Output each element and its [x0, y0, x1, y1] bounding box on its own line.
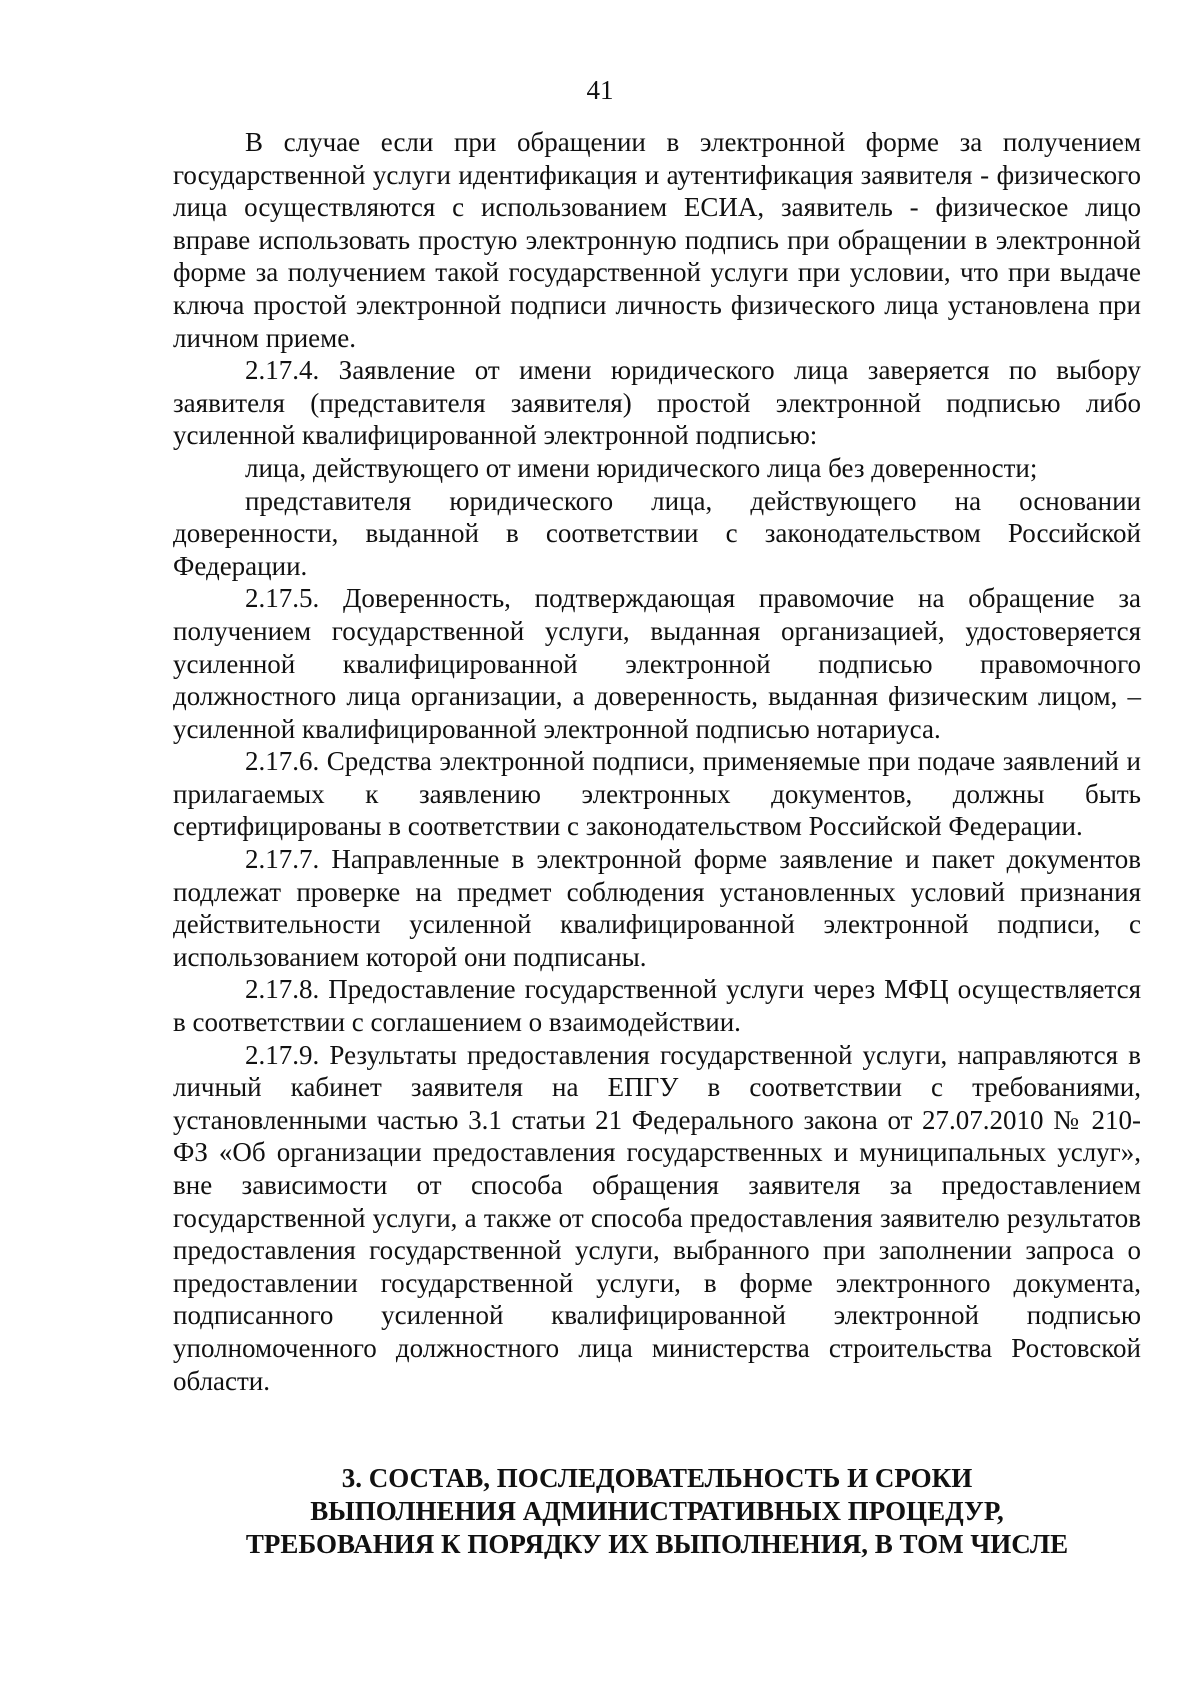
paragraph-person-without-power-of-attorney: лица, действующего от имени юридического лица без доверенности;	[245, 452, 1038, 483]
paragraph-2-17-7: 2.17.7. Направленные в электронной форме заявление и пакет документов подлежат проверке на предмет соблюдения установленных условий признания действительности усиленной квалифицированной электронной подписи, с использованием которой они подписаны.	[173, 844, 1141, 972]
section-heading	[173, 1462, 1141, 1561]
paragraph-2-17-8: 2.17.8. Предоставление государственной услуги через МФЦ осуществляется в соответствии с соглашением о взаимодействии.	[173, 974, 1141, 1038]
paragraph-2-17-5: 2.17.5. Доверенность, подтверждающая правомочие на обращение за получением государственной услуги, выданная организацией, удостоверяется усиленной квалифицированной электронной подписью правомочного должностного лица организации, а доверенность, выданная физическим лицом, – усиленной квалифицированной электронной подписью нотариуса.	[173, 583, 1141, 744]
paragraph-esia-simple-signature: В случае если при обращении в электронной форме за получением государственной услуги идентификация и аутентификация заявителя - физического лица осуществляются с использованием ЕСИА, заявитель - физическое лицо вправе использовать простую электронную подпись при обращении в электронной форме за получением такой государственной услуги при условии, что при выдаче ключа простой электронной подписи личность физического лица установлена при личном приеме.	[173, 127, 1141, 353]
paragraph-2-17-6: 2.17.6. Средства электронной подписи, применяемые при подаче заявлений и прилагаемых к заявлению электронных документов, должны быть сертифицированы в соответствии с законодательством Российской Федерации.	[173, 746, 1141, 842]
section-heading-line: 3. СОСТАВ, ПОСЛЕДОВАТЕЛЬНОСТЬ И СРОКИ	[341, 1463, 973, 1493]
paragraph-2-17-4: 2.17.4. Заявление от имени юридического лица заверяется по выбору заявителя (представителя заявителя) простой электронной подписью либо усиленной квалифицированной электронной подписью:	[173, 355, 1141, 451]
paragraph-representative-with-power-of-attorney: представителя юридического лица, действующего на основании доверенности, выданной в соответствии с законодательством Российской Федерации.	[173, 485, 1141, 581]
section-heading-line: ВЫПОЛНЕНИЯ АДМИНИСТРАТИВНЫХ ПРОЦЕДУР,	[310, 1496, 1004, 1526]
section-heading-line: ТРЕБОВАНИЯ К ПОРЯДКУ ИХ ВЫПОЛНЕНИЯ, В ТОМ ЧИСЛЕ	[245, 1529, 1069, 1559]
body-text	[173, 126, 1141, 1397]
page-number: 41	[586, 75, 614, 105]
paragraph-2-17-9: 2.17.9. Результаты предоставления государственной услуги, направляются в личный кабинет заявителя на ЕПГУ в соответствии с требованиями, установленными частью 3.1 статьи 21 Федерального закона от 27.07.2010 № 210-ФЗ «Об организации предоставления государственных и муниципальных услуг», вне зависимости от способа обращения заявителя за предоставлением государственной услуги, а также от способа предоставления заявителю результатов предоставления государственной услуги, выбранного при заполнении запроса о предоставлении государственной услуги, в форме электронного документа, подписанного усиленной квалифицированной электронной подписью уполномоченного должностного лица министерства строительства Ростовской области.	[173, 1039, 1141, 1396]
